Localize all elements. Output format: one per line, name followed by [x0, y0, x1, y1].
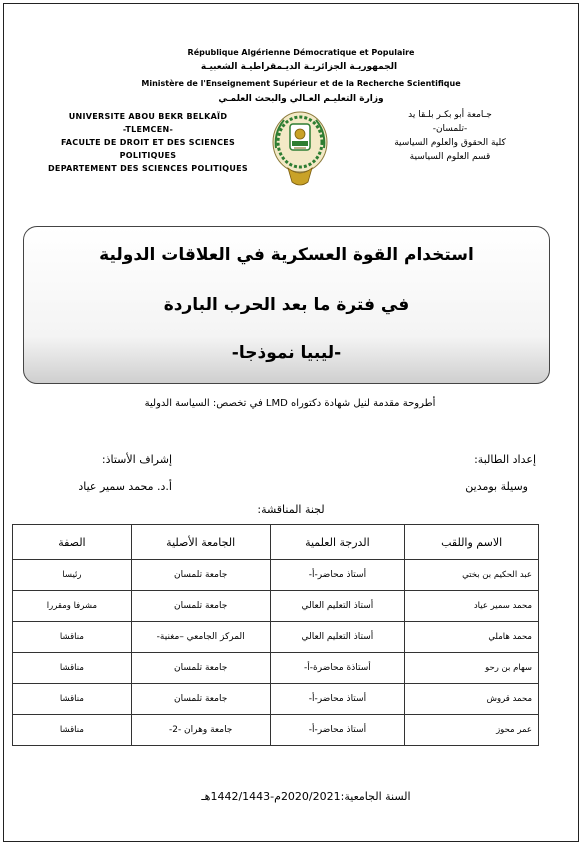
- header-degree: الدرجة العلمية: [270, 525, 405, 560]
- member-degree: أستاذ التعليم العالي: [270, 591, 405, 622]
- member-role: مشرفا ومقررا: [13, 591, 132, 622]
- member-name: عمر محوز: [405, 715, 539, 746]
- republic-name-fr: République Algérienne Démocratique et Populaire: [187, 48, 415, 57]
- header-name: الاسم واللقب: [405, 525, 539, 560]
- member-degree: أستاذ محاضر-أ-: [270, 560, 405, 591]
- university-name-ar: جـامعة أبو بكـر بلـقا يد: [408, 110, 492, 120]
- thesis-title-line-3: -ليبيا نموذجا-: [231, 343, 342, 363]
- committee-title: لجنة المناقشة:: [257, 503, 325, 516]
- table-row: [13, 653, 539, 684]
- member-name: سهام بن رحو: [405, 653, 539, 684]
- academic-year: السنة الجامعية:2020/2021م-1442/1443هـ: [201, 790, 411, 803]
- supervisor-label: إشراف الأستاذ:: [101, 453, 172, 466]
- ministry-name-fr: Ministère de l'Enseignement Supérieur et de la Recherche Scientifique: [141, 79, 461, 88]
- thesis-description: أطروحة مقدمة لنيل شهادة دكتوراه LMD في تخصص: السياسة الدولية: [144, 398, 436, 409]
- committee-table-header: [13, 525, 539, 560]
- city-ar: -تلمسان-: [432, 124, 468, 134]
- thesis-title-line-2: في فترة ما بعد الحرب الباردة: [163, 295, 410, 315]
- department-fr: DEPARTEMENT DES SCIENCES POLITIQUES: [47, 164, 248, 173]
- member-university: جامعة تلمسان: [131, 653, 270, 684]
- faculty-fr: FACULTE DE DROIT ET DES SCIENCES: [60, 138, 236, 147]
- university-info-fr: [28, 110, 268, 175]
- member-university: جامعة وهران -2-: [131, 715, 270, 746]
- member-degree: أستاذة محاضرة-أ-: [270, 653, 405, 684]
- table-row: [13, 560, 539, 591]
- member-degree: أستاذ التعليم العالي: [270, 622, 405, 653]
- member-name: محمد سمير عياد: [405, 591, 539, 622]
- thesis-title-line-1: استخدام القوة العسكرية في العلاقات الدولية: [99, 245, 474, 265]
- member-name: عبد الحكيم بن بختي: [405, 560, 539, 591]
- table-row: [13, 591, 539, 622]
- member-university: جامعة تلمسان: [131, 560, 270, 591]
- member-degree: أستاذ محاضر-أ-: [270, 715, 405, 746]
- university-info-ar: [380, 108, 520, 164]
- member-role: مناقشا: [13, 684, 132, 715]
- supervisor-name: أ.د. محمد سمير عياد: [78, 480, 172, 493]
- committee-table: [12, 524, 539, 746]
- department-ar: قسم العلوم السياسية: [409, 152, 491, 162]
- faculty-fr-cont: POLITIQUES: [119, 151, 177, 160]
- member-role: رئيسا: [13, 560, 132, 591]
- table-row: [13, 684, 539, 715]
- member-university: جامعة تلمسان: [131, 591, 270, 622]
- city-fr: -TLEMCEN-: [122, 125, 174, 134]
- thesis-title-box: [23, 226, 550, 384]
- prepared-by-label: إعداد الطالبة:: [474, 453, 536, 466]
- header-university: الجامعة الأصلية: [131, 525, 270, 560]
- table-row: [13, 715, 539, 746]
- member-degree: أستاذ محاضر-أ-: [270, 684, 405, 715]
- student-name: وسيلة بومدين: [465, 480, 528, 493]
- header-role: الصفة: [13, 525, 132, 560]
- university-name-fr: UNIVERSITE ABOU BEKR BELKAÏD: [68, 112, 228, 121]
- ministry-name-ar: وزارة التعليـم العـالي والبحث العلمـي: [218, 94, 384, 104]
- table-row: [13, 622, 539, 653]
- faculty-ar: كلية الحقوق والعلوم السياسية: [394, 138, 506, 148]
- member-university: المركز الجامعي –مغنية-: [131, 622, 270, 653]
- member-name: محمد هاملي: [405, 622, 539, 653]
- university-emblem-icon: [270, 108, 330, 190]
- member-name: محمد قروش: [405, 684, 539, 715]
- member-role: مناقشا: [13, 653, 132, 684]
- republic-name-ar: الجمهوريـة الجزائريـة الديـمقراطيـة الشعبيـة: [200, 62, 398, 72]
- member-university: جامعة تلمسان: [131, 684, 270, 715]
- member-role: مناقشا: [13, 622, 132, 653]
- member-role: مناقشا: [13, 715, 132, 746]
